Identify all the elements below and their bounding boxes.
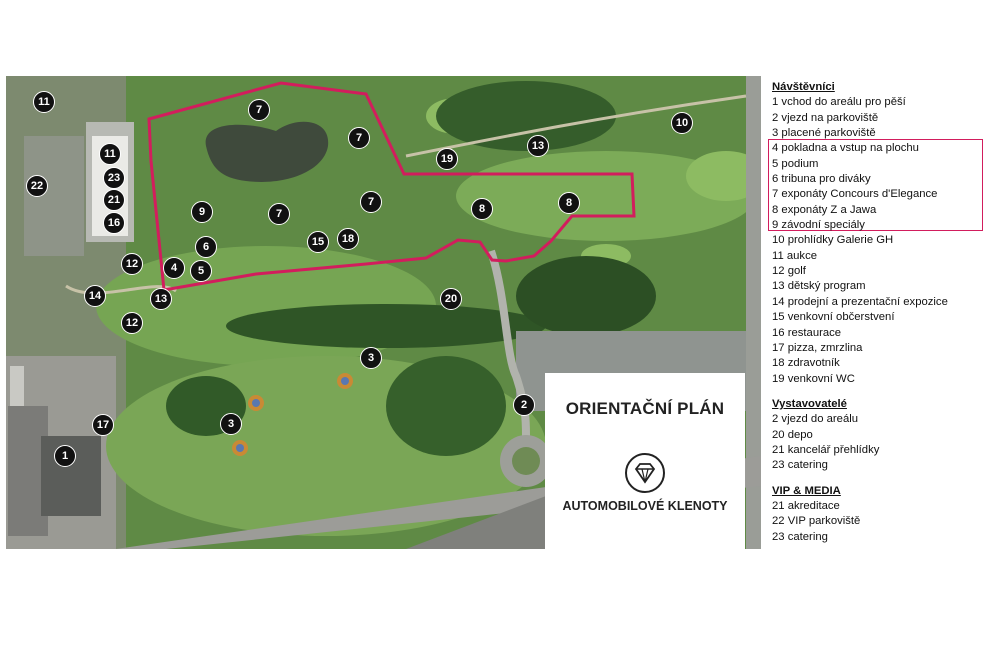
plan-title-card — [545, 373, 745, 549]
map-marker[interactable]: 7 — [248, 99, 270, 121]
map-marker[interactable]: 15 — [307, 231, 329, 253]
map-marker[interactable]: 16 — [103, 212, 125, 234]
map-marker[interactable]: 14 — [84, 285, 106, 307]
map-marker[interactable]: 8 — [558, 192, 580, 214]
map-marker[interactable]: 17 — [92, 414, 114, 436]
map-marker[interactable]: 22 — [26, 175, 48, 197]
legend-item: 16 restaurace — [772, 326, 842, 339]
legend-item: 7 exponáty Concours d'Elegance — [772, 188, 938, 201]
legend-item: 23 catering — [772, 459, 828, 472]
map-marker[interactable]: 8 — [471, 198, 493, 220]
map-marker[interactable]: 7 — [348, 127, 370, 149]
map-marker[interactable]: 3 — [360, 347, 382, 369]
legend-item: 8 exponáty Z a Jawa — [772, 203, 877, 216]
map-marker[interactable]: 7 — [268, 203, 290, 225]
legend-item: 12 golf — [772, 265, 806, 278]
legend-item: 23 catering — [772, 530, 828, 543]
map-marker[interactable]: 10 — [671, 112, 693, 134]
map-marker[interactable]: 6 — [195, 236, 217, 258]
legend-item: 21 akreditace — [772, 499, 840, 512]
map-marker[interactable]: 21 — [103, 189, 125, 211]
map-marker[interactable]: 4 — [163, 257, 185, 279]
legend-heading-visitors: Návštěvníci — [772, 81, 835, 93]
map-marker[interactable]: 11 — [33, 91, 55, 113]
map-marker[interactable]: 9 — [191, 201, 213, 223]
legend-item: 1 vchod do areálu pro pěší — [772, 96, 906, 109]
legend-item: 11 aukce — [772, 249, 818, 262]
map-marker[interactable]: 19 — [436, 148, 458, 170]
legend-item: 9 závodní speciály — [772, 219, 865, 232]
map-marker[interactable]: 3 — [220, 413, 242, 435]
brand-name: AUTOMOBILOVÉ KLENOTY — [562, 499, 728, 513]
legend-heading-vip: VIP & MEDIA — [772, 484, 841, 497]
map-marker[interactable]: 5 — [190, 260, 212, 282]
legend-item: 15 venkovní občerstvení — [772, 311, 895, 324]
legend-item: 21 kancelář přehlídky — [772, 443, 880, 456]
legend-item: 4 pokladna a vstup na plochu — [772, 142, 919, 155]
map-marker[interactable]: 12 — [121, 253, 143, 275]
diamond-icon — [623, 451, 667, 495]
legend-item: 18 zdravotník — [772, 357, 840, 370]
map-marker[interactable]: 7 — [360, 191, 382, 213]
map-marker[interactable]: 20 — [440, 288, 462, 310]
legend-heading-exhibitors: Vystavovatelé — [772, 397, 847, 410]
legend-item: 20 depo — [772, 428, 813, 441]
legend-item: 2 vjezd na parkoviště — [772, 111, 879, 124]
legend-item: 17 pizza, zmrzlina — [772, 341, 863, 354]
map-marker[interactable]: 13 — [150, 288, 172, 310]
map-marker[interactable]: 23 — [103, 167, 125, 189]
map-marker[interactable]: 1 — [54, 445, 76, 467]
map-marker[interactable]: 18 — [337, 228, 359, 250]
legend-item: 3 placené parkoviště — [772, 127, 876, 140]
map-marker[interactable]: 2 — [513, 394, 535, 416]
legend-item: 14 prodejní a prezentační expozice — [772, 295, 948, 308]
plan-title: ORIENTAČNÍ PLÁN — [565, 399, 725, 418]
legend-item: 6 tribuna pro diváky — [772, 173, 871, 186]
legend-item: 19 venkovní WC — [772, 372, 855, 385]
legend-item: 5 podium — [772, 157, 819, 170]
map-marker[interactable]: 13 — [527, 135, 549, 157]
legend-item: 10 prohlídky Galerie GH — [772, 234, 894, 247]
legend-item: 2 vjezd do areálu — [772, 413, 859, 426]
legend-item: 13 dětský program — [772, 280, 866, 293]
legend-item: 22 VIP parkoviště — [772, 515, 861, 528]
map-marker[interactable]: 11 — [99, 143, 121, 165]
legend — [772, 80, 1000, 545]
map-marker[interactable]: 12 — [121, 312, 143, 334]
